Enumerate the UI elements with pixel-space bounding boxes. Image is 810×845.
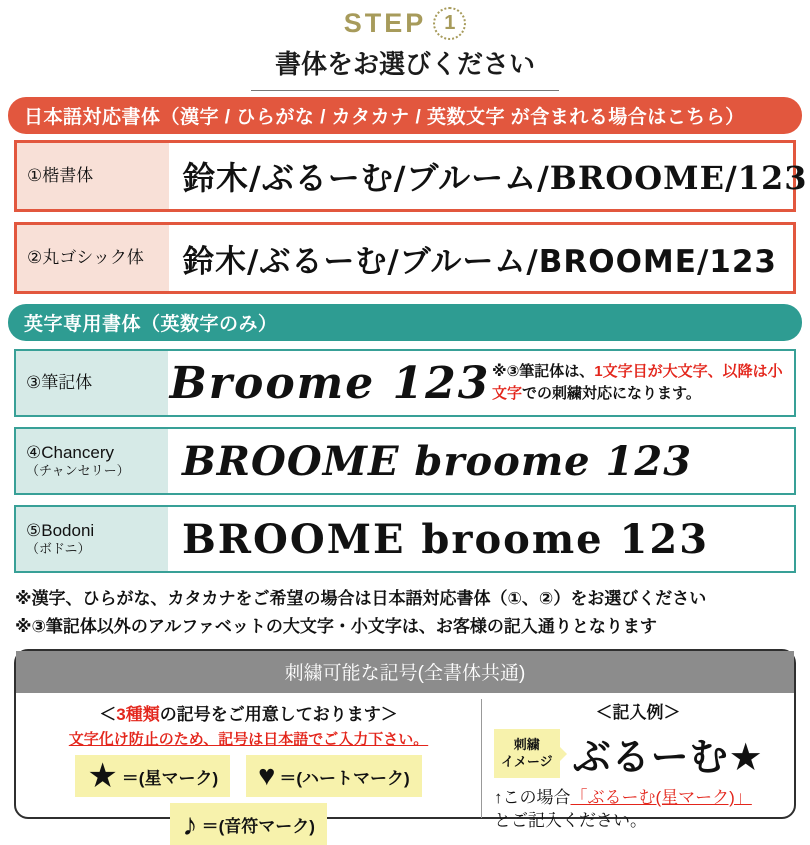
font-label-bodoni [16,507,168,571]
font-label-script: ③筆記体 [16,351,168,415]
step-label: STEP [343,8,427,38]
symbols-row-1 [20,755,477,797]
symbols-list-panel [16,693,481,842]
font-sample-kaisho: 鈴木/ぶるーむ/ブルーム/BROOME/123 [183,159,808,197]
font-option-chancery [14,427,796,495]
font-label-chancery [16,429,168,493]
step-number: 1 [444,12,456,34]
step-header [0,0,810,40]
font-label-kaisho: ①楷書体 [17,143,169,209]
example-panel [482,693,794,831]
example-title: ＜記入例＞ [595,703,681,723]
caption-tail: とご記入ください。 [494,811,647,831]
tag-line-2: イメージ [501,753,553,769]
heart-icon: ♥ [258,759,276,792]
font-label-chancery-main: ④Chancery [26,443,114,462]
example-row [494,726,782,781]
font-sample-script: Broome 123 [169,357,491,409]
music-note-icon: ♪ [182,806,198,842]
script-note-black1: ※③筆記体は、 [492,363,595,381]
script-note-red: 1文字目が大文字、以降は小文字 [492,363,783,402]
font-option-bodoni [14,505,796,573]
symbols-box-body [16,693,794,842]
step-number-badge [433,7,466,40]
footnote-1: ※漢字、ひらがな、カタカナをご希望の場合は日本語対応書体（①、②）をお選びください [15,589,707,608]
font-label-bodoni-sub: （ボドニ） [26,541,91,557]
font-sample-chancery: BROOME broome 123 [182,437,693,485]
symbol-music-note [170,803,327,845]
script-note-black2: での刺繍対応になります。 [522,385,701,402]
script-note-text [492,361,786,405]
symbols-list-title [20,700,477,725]
font-sample-marugothic: 鈴木/ぶるーむ/ブルーム/BROOME/123 [183,243,777,280]
font-option-marugothic [14,222,796,294]
footnote-2: ※③筆記体以外のアルファベットの大文字・小文字は、お客様の記入通りとなります [15,617,657,637]
font-option-script [14,349,796,417]
title-wrap [0,42,810,91]
symbols-title-count: 3種類 [116,705,160,725]
symbol-heart [246,755,422,797]
music-note-label: ＝(音符マーク) [201,816,315,836]
font-sample-bodoni: BROOME broome 123 [182,515,710,563]
en-section-header: 英字専用書体（英数字のみ） [8,304,802,341]
caption-black: ↑この場合 [494,788,571,808]
symbol-star [75,755,230,797]
star-label: ＝(星マーク) [121,768,219,788]
font-label-bodoni-main: ⑤Bodoni [26,521,95,540]
tag-line-1: 刺繍 [513,737,540,753]
symbols-title-prefix: ＜ [99,705,117,725]
footnotes [15,585,795,641]
symbols-row-2 [20,803,477,845]
caption-red: 「ぶるーむ(星マーク)」 [570,788,752,808]
jp-section-header: 日本語対応書体（漢字 / ひらがな / カタカナ / 英数文字 が含まれる場合はこちら） [8,97,802,134]
example-embroidery-sample: ぶるーむ★ [572,737,764,780]
symbols-box [14,649,796,842]
symbols-title-suffix: の記号をご用意しております＞ [159,705,398,725]
script-case-note [492,351,794,415]
embroidery-image-tag [494,729,560,778]
symbols-warning: 文字化け防止のため、記号は日本語でご入力下さい。 [68,731,429,749]
heart-label: ＝(ハートマーク) [279,768,410,788]
font-label-marugothic: ②丸ゴシック体 [17,225,169,291]
font-label-chancery-sub: （チャンセリー） [26,463,130,479]
star-icon: ★ [87,757,118,796]
font-option-kaisho [14,140,808,212]
example-caption [494,787,782,833]
symbols-box-header: 刺繍可能な記号(全書体共通) [16,651,794,693]
page-title: 書体をお選びください [251,42,559,91]
